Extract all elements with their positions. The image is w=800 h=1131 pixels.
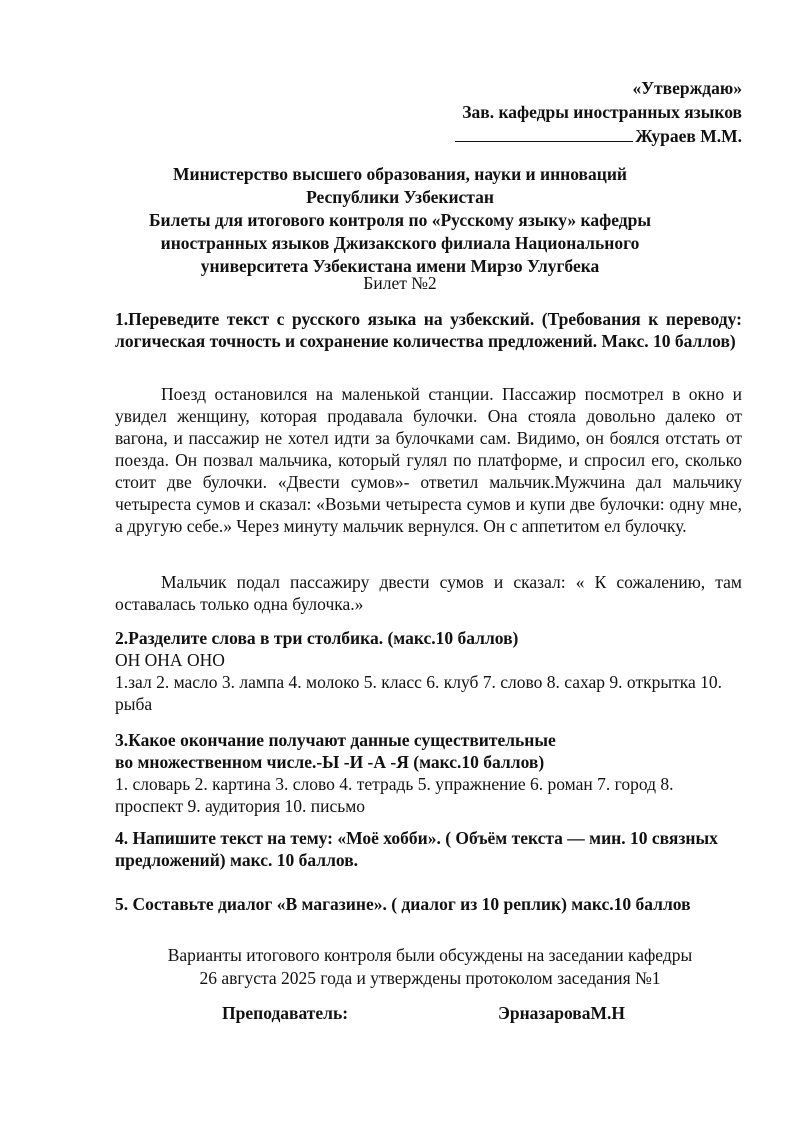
task-3: [115, 729, 742, 817]
header-ministry: Министерство высшего образования, науки и инноваций: [172, 164, 628, 184]
task-3-title-line2: во множественном числе.-Ы -И -А -Я (макс.10 баллов): [115, 752, 545, 772]
footer-note: [60, 944, 800, 990]
task-2: [115, 627, 742, 715]
task-2-words: 1.зал 2. масло 3. лампа 4. молоко 5. класс 6. клуб 7. слово 8. сахар 9. открытка 10. рыба: [115, 672, 723, 714]
text-paragraph-1: Поезд остановился на маленькой станции. Пассажир посмотрел в окно и увидел женщину, которая продавала булочки. Она стояла довольно далеко от вагона, и пассажир не хотел идти за булочками сам. Видимо, он боялся отстать от поезда. Он позвал мальчика, который гулял по платформе, и спросил его, сколько стоит две булочки. «Двести сумов»- ответил мальчик.Мужчина дал мальчику четыреста сумов и сказал: «Возьми четыреста сумов и купи две булочки: одну мне, а другую себе.» Через минуту мальчик вернулся. Он с аппетитом ел булочку.: [115, 384, 742, 536]
approval-name: Жураев М.М.: [635, 126, 742, 146]
footer-line-1: Варианты итогового контроля были обсуждены на заседании кафедры: [167, 945, 693, 965]
header-republic: Республики Узбекистан: [306, 187, 494, 207]
ticket-number: Билет №2: [363, 273, 437, 293]
approval-signature: [455, 124, 742, 148]
text-paragraph-2: Мальчик подал пассажиру двести сумов и сказал: « К сожалению, там оставалась только одна булочка.»: [115, 572, 742, 614]
task-4: [115, 827, 742, 871]
task-2-title: 2.Разделите слова в три столбика. (макс.10 баллов): [115, 628, 519, 648]
teacher-label: Преподаватель:: [222, 1003, 349, 1023]
task-1-title: 1.Переведите текст с русского языка на узбекский. (Требования к переводу: логическая точность и сохранение количества предложений. Макс. 10 баллов): [115, 309, 742, 351]
task-1: [115, 308, 742, 352]
task-3-words: 1. словарь 2. картина 3. слово 4. тетрадь 5. упражнение 6. роман 7. город 8. проспект 9. аудитория 10. письмо: [115, 774, 674, 816]
approval-position: Зав. кафедры иностранных языков: [462, 102, 742, 122]
document-header: [60, 163, 740, 278]
approval-title: «Утверждаю»: [632, 78, 742, 98]
signature-line: [455, 125, 633, 142]
header-university: университета Узбекистана имени Мирзо Улугбека: [200, 256, 600, 276]
task-5-title: 5. Составьте диалог «В магазине». ( диалог из 10 реплик) макс.10 баллов: [115, 894, 691, 914]
task-2-columns: ОН ОНА ОНО: [115, 650, 225, 670]
approval-block: [455, 76, 742, 148]
header-department: иностранных языков Джизакского филиала Национального: [160, 233, 640, 253]
header-tickets-title: Билеты для итогового контроля по «Русскому языку» кафедры: [148, 210, 651, 230]
task-4-title: 4. Напишите текст на тему: «Моё хобби». ( Объём текста — мин. 10 связных предложений) макс. 10 баллов.: [115, 828, 718, 870]
teacher-name: ЭрназароваМ.Н: [498, 1003, 625, 1023]
translation-text-end: [115, 571, 742, 615]
task-5: [115, 893, 742, 915]
task-3-title-line1: 3.Какое окончание получают данные существительные: [115, 730, 556, 750]
translation-text: [115, 383, 742, 537]
footer-line-2: 26 августа 2025 года и утверждены протоколом заседания №1: [199, 968, 661, 988]
